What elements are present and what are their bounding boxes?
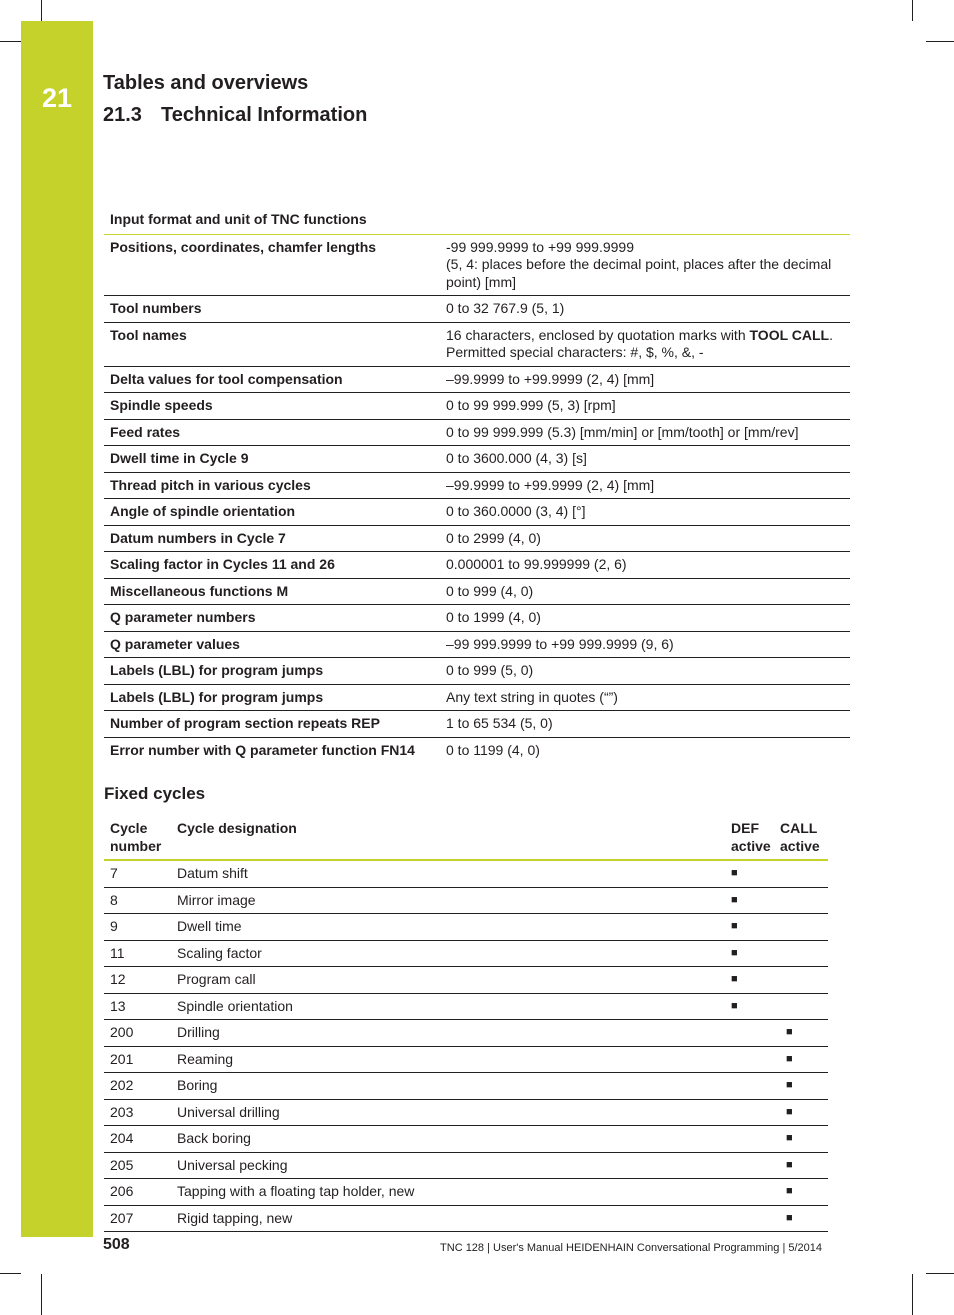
call-active-marker bbox=[776, 860, 828, 887]
row-value: –99.9999 to +99.9999 (2, 4) [mm] bbox=[440, 366, 850, 393]
crop-mark bbox=[0, 1273, 21, 1274]
row-label: Miscellaneous functions M bbox=[104, 578, 440, 605]
column-header-designation: Cycle designation bbox=[171, 816, 731, 860]
call-active-marker bbox=[776, 967, 828, 994]
cycle-number: 204 bbox=[104, 1126, 171, 1153]
row-value: 0 to 2999 (4, 0) bbox=[440, 525, 850, 552]
cycle-designation: Back boring bbox=[171, 1126, 731, 1153]
table-row bbox=[104, 684, 850, 711]
table-row bbox=[104, 887, 828, 914]
row-label: Thread pitch in various cycles bbox=[104, 472, 440, 499]
table-row bbox=[104, 1205, 828, 1232]
table-row bbox=[104, 419, 850, 446]
row-value: –99.9999 to +99.9999 (2, 4) [mm] bbox=[440, 472, 850, 499]
table-row bbox=[104, 1073, 828, 1100]
page-number: 508 bbox=[103, 1236, 130, 1253]
row-label: Error number with Q parameter function FN14 bbox=[110, 741, 415, 758]
call-active-marker bbox=[776, 887, 828, 914]
cycle-number: 203 bbox=[104, 1099, 171, 1126]
column-header-call: CALL active bbox=[776, 816, 828, 860]
call-active-marker: ■ bbox=[776, 1099, 828, 1126]
call-active-marker: ■ bbox=[776, 1152, 828, 1179]
row-label: Datum numbers in Cycle 7 bbox=[104, 525, 440, 552]
cycle-designation: Universal drilling bbox=[171, 1099, 731, 1126]
cycle-designation: Dwell time bbox=[171, 914, 731, 941]
table-row bbox=[104, 393, 850, 420]
column-header-def: DEF active bbox=[731, 816, 776, 860]
table-row bbox=[104, 631, 850, 658]
table-row bbox=[104, 1152, 828, 1179]
call-active-marker: ■ bbox=[776, 1126, 828, 1153]
row-value: 0 to 99 999.999 (5.3) [mm/min] or [mm/tooth] or [mm/rev] bbox=[440, 419, 850, 446]
row-label: Positions, coordinates, chamfer lengths bbox=[104, 234, 440, 296]
call-active-marker: ■ bbox=[776, 1179, 828, 1206]
crop-mark bbox=[926, 1273, 954, 1274]
row-value-line: -99 999.9999 to +99 999.9999 bbox=[446, 238, 635, 255]
crop-mark bbox=[926, 41, 954, 42]
row-value-line: (5, 4: places before the decimal point, places after the decimal point) [mm] bbox=[446, 256, 832, 290]
row-label: Angle of spindle orientation bbox=[104, 499, 440, 526]
table-row bbox=[104, 1126, 828, 1153]
cycle-designation: Tapping with a floating tap holder, new bbox=[171, 1179, 731, 1206]
cycle-number: 11 bbox=[104, 940, 171, 967]
table-row bbox=[104, 1099, 828, 1126]
def-active-marker bbox=[731, 1046, 776, 1073]
chapter-sidebar bbox=[21, 21, 93, 1237]
def-active-marker bbox=[731, 1073, 776, 1100]
cycle-number: 202 bbox=[104, 1073, 171, 1100]
cycle-number: 13 bbox=[104, 993, 171, 1020]
row-value: 0 to 3600.000 (4, 3) [s] bbox=[440, 446, 850, 473]
row-value-keyword: TOOL CALL bbox=[749, 326, 830, 343]
row-value: 0 to 999 (4, 0) bbox=[440, 578, 850, 605]
row-value: 0 to 999 (5, 0) bbox=[440, 658, 850, 685]
def-active-marker: ■ bbox=[731, 940, 776, 967]
crop-mark bbox=[41, 1274, 42, 1315]
row-label: Delta values for tool compensation bbox=[104, 366, 440, 393]
row-value-text: . Permitted special characters: #, $, %, &, - bbox=[446, 326, 833, 360]
table-row bbox=[104, 234, 850, 296]
row-value: Any text string in quotes (“”) bbox=[440, 684, 850, 711]
fixed-cycles-table bbox=[104, 816, 828, 1232]
row-value: 0 to 32 767.9 (5, 1) bbox=[440, 296, 850, 323]
table-row bbox=[104, 446, 850, 473]
crop-mark bbox=[0, 41, 21, 42]
cycle-number: 201 bbox=[104, 1046, 171, 1073]
table-row bbox=[104, 1179, 828, 1206]
def-active-marker bbox=[731, 1205, 776, 1232]
table-row bbox=[104, 658, 850, 685]
row-value: 1 to 65 534 (5, 0) bbox=[440, 711, 850, 738]
crop-mark bbox=[912, 1274, 913, 1315]
table-row bbox=[104, 1020, 828, 1047]
row-label: Q parameter values bbox=[104, 631, 440, 658]
cycle-designation: Drilling bbox=[171, 1020, 731, 1047]
row-value: 0.000001 to 99.999999 (2, 6) bbox=[440, 552, 850, 579]
def-active-marker: ■ bbox=[731, 914, 776, 941]
row-label: Labels (LBL) for program jumps bbox=[104, 684, 440, 711]
row-label: Labels (LBL) for program jumps bbox=[104, 658, 440, 685]
table-header-row bbox=[104, 816, 828, 860]
row-label: Tool names bbox=[104, 322, 440, 366]
cycle-designation: Spindle orientation bbox=[171, 993, 731, 1020]
row-label: Dwell time in Cycle 9 bbox=[104, 446, 440, 473]
row-value bbox=[440, 234, 850, 296]
fixed-cycles-title: Fixed cycles bbox=[104, 784, 206, 803]
section-number: 21.3 bbox=[103, 104, 142, 126]
table-row bbox=[104, 578, 850, 605]
table-row bbox=[104, 472, 850, 499]
table-row bbox=[104, 605, 850, 632]
table-row bbox=[104, 940, 828, 967]
row-value-text: 16 characters, enclosed by quotation marks with bbox=[446, 326, 750, 343]
cycle-number: 207 bbox=[104, 1205, 171, 1232]
cycle-number: 7 bbox=[104, 860, 171, 887]
row-label: Tool numbers bbox=[104, 296, 440, 323]
def-active-marker: ■ bbox=[731, 860, 776, 887]
cycle-designation: Reaming bbox=[171, 1046, 731, 1073]
table-row bbox=[104, 366, 850, 393]
input-format-table bbox=[104, 207, 850, 763]
table-row bbox=[104, 967, 828, 994]
cycle-designation: Rigid tapping, new bbox=[171, 1205, 731, 1232]
section-heading bbox=[103, 104, 367, 127]
cycle-designation: Datum shift bbox=[171, 860, 731, 887]
table-row bbox=[104, 914, 828, 941]
row-value: 0 to 1199 (4, 0) bbox=[446, 741, 540, 758]
row-value: –99 999.9999 to +99 999.9999 (9, 6) bbox=[440, 631, 850, 658]
table-row bbox=[104, 993, 828, 1020]
table-row bbox=[104, 499, 850, 526]
table-row bbox=[104, 552, 850, 579]
table-row bbox=[104, 296, 850, 323]
call-active-marker: ■ bbox=[776, 1073, 828, 1100]
table-heading: Input format and unit of TNC functions bbox=[104, 207, 850, 234]
def-active-marker bbox=[731, 1099, 776, 1126]
call-active-marker bbox=[776, 914, 828, 941]
chapter-title: Tables and overviews bbox=[103, 72, 309, 94]
table-row bbox=[104, 711, 850, 738]
row-label: Number of program section repeats REP bbox=[104, 711, 440, 738]
table-header-row bbox=[104, 207, 850, 234]
crop-mark bbox=[41, 0, 42, 21]
cycle-designation: Universal pecking bbox=[171, 1152, 731, 1179]
cycle-number: 205 bbox=[104, 1152, 171, 1179]
cycle-designation: Scaling factor bbox=[171, 940, 731, 967]
call-active-marker: ■ bbox=[776, 1020, 828, 1047]
cycle-designation: Boring bbox=[171, 1073, 731, 1100]
cycle-number: 12 bbox=[104, 967, 171, 994]
table-row bbox=[104, 322, 850, 366]
row-label: Spindle speeds bbox=[104, 393, 440, 420]
row-value: 0 to 360.0000 (3, 4) [°] bbox=[440, 499, 850, 526]
row-label: Feed rates bbox=[104, 419, 440, 446]
table-row bbox=[104, 860, 828, 887]
cycle-number: 200 bbox=[104, 1020, 171, 1047]
cycle-designation: Mirror image bbox=[171, 887, 731, 914]
row-label: Q parameter numbers bbox=[104, 605, 440, 632]
row-value bbox=[440, 322, 850, 366]
row-value: 0 to 99 999.999 (5, 3) [rpm] bbox=[440, 393, 850, 420]
def-active-marker bbox=[731, 1020, 776, 1047]
def-active-marker bbox=[731, 1126, 776, 1153]
def-active-marker: ■ bbox=[731, 887, 776, 914]
cycle-number: 8 bbox=[104, 887, 171, 914]
def-active-marker: ■ bbox=[731, 967, 776, 994]
call-active-marker: ■ bbox=[776, 1205, 828, 1232]
table-row bbox=[104, 1046, 828, 1073]
section-title: Technical Information bbox=[161, 104, 368, 126]
crop-mark bbox=[912, 0, 913, 21]
row-label: Scaling factor in Cycles 11 and 26 bbox=[104, 552, 440, 579]
column-header-number: Cycle number bbox=[104, 816, 171, 860]
call-active-marker bbox=[776, 993, 828, 1020]
cycle-designation: Program call bbox=[171, 967, 731, 994]
call-active-marker bbox=[776, 940, 828, 967]
chapter-number: 21 bbox=[41, 83, 73, 113]
def-active-marker bbox=[731, 1152, 776, 1179]
cycle-number: 9 bbox=[104, 914, 171, 941]
cycle-number: 206 bbox=[104, 1179, 171, 1206]
table-row bbox=[104, 525, 850, 552]
def-active-marker bbox=[731, 1179, 776, 1206]
footer-text: TNC 128 | User's Manual HEIDENHAIN Conversational Programming | 5/2014 bbox=[440, 1242, 822, 1254]
def-active-marker: ■ bbox=[731, 993, 776, 1020]
row-value: 0 to 1999 (4, 0) bbox=[440, 605, 850, 632]
call-active-marker: ■ bbox=[776, 1046, 828, 1073]
table-row bbox=[104, 737, 850, 763]
